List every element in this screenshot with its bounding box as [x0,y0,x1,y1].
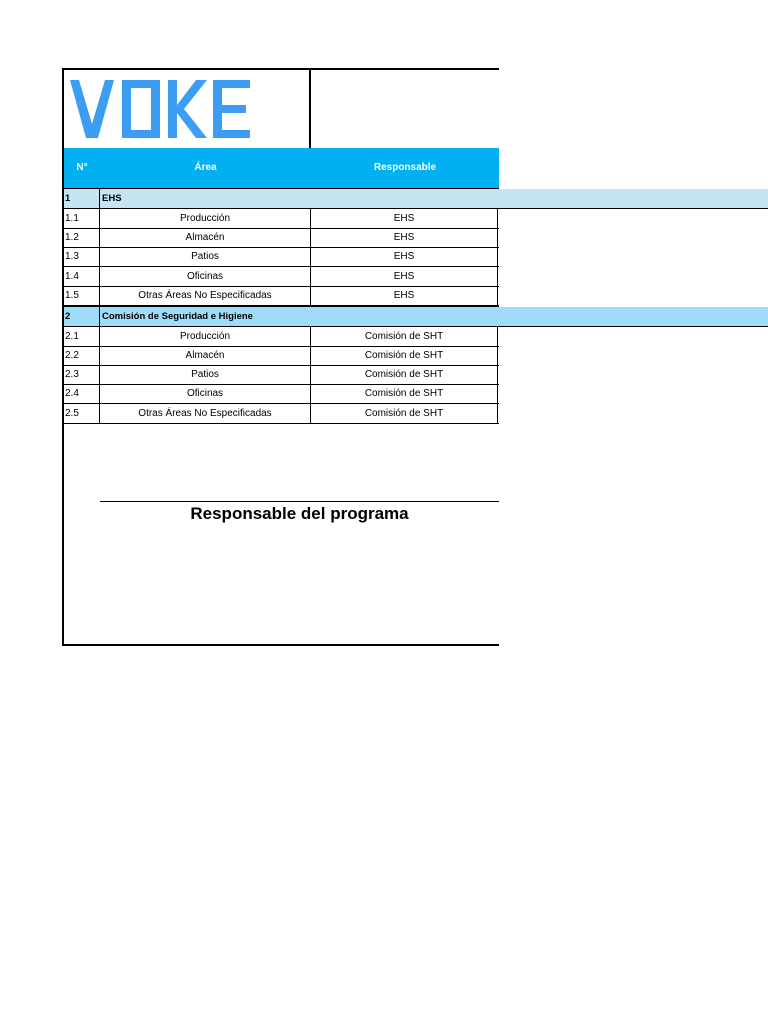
table-row [64,384,499,404]
row-num: 2.5 [64,404,100,423]
row-responsable: Comisión de SHT [311,346,498,365]
row-num: 1.4 [64,267,100,286]
table-header [64,148,499,190]
table-row [64,209,499,229]
header-responsable: Responsable [373,162,437,173]
row-responsable: Comisión de SHT [311,404,498,423]
signature-label: Responsable del programa [190,504,409,523]
section-row [64,307,768,327]
table-row [64,228,499,248]
signature-line [100,501,499,502]
header-area: Área [194,162,217,173]
row-num: 1.5 [64,286,100,305]
table-row [64,286,499,307]
row-num: 2.4 [64,384,100,403]
section-row [64,189,768,209]
voke-logo [70,80,250,140]
row-area: Producción [100,209,311,228]
row-num: 1.2 [64,228,100,247]
row-responsable: EHS [311,209,498,228]
table-row [64,365,499,385]
row-area: Almacén [100,228,311,247]
row-responsable: EHS [311,267,498,286]
table-row [64,346,499,366]
table-row [64,327,499,347]
row-num: 2.3 [64,365,100,384]
row-area: Producción [100,327,311,346]
program-sheet [62,68,768,646]
section-num: 2 [64,307,100,326]
table-row [64,247,499,267]
row-responsable: EHS [311,286,498,305]
sheet-bottom-border [62,644,499,646]
row-num: 2.2 [64,346,100,365]
row-responsable: EHS [311,228,498,247]
row-area: Otras Áreas No Especificadas [100,404,311,423]
row-responsable: Comisión de SHT [311,384,498,403]
row-num: 1.1 [64,209,100,228]
header-num: N° [76,162,88,173]
row-area: Patios [100,247,311,266]
row-area: Oficinas [100,384,311,403]
row-responsable: Comisión de SHT [311,365,498,384]
table-row [64,267,499,287]
row-num: 1.3 [64,247,100,266]
row-area: Almacén [100,346,311,365]
section-num: 1 [64,189,100,208]
section-title: Comisión de Seguridad e Higiene [102,311,253,322]
logo-cell [64,70,310,148]
row-area: Patios [100,365,311,384]
row-area: Oficinas [100,267,311,286]
row-responsable: Comisión de SHT [311,327,498,346]
row-responsable: EHS [311,247,498,266]
row-num: 2.1 [64,327,100,346]
row-area: Otras Áreas No Especificadas [100,286,311,305]
logo-divider [309,68,311,148]
section-title: EHS [102,193,122,204]
table-row [64,404,499,424]
